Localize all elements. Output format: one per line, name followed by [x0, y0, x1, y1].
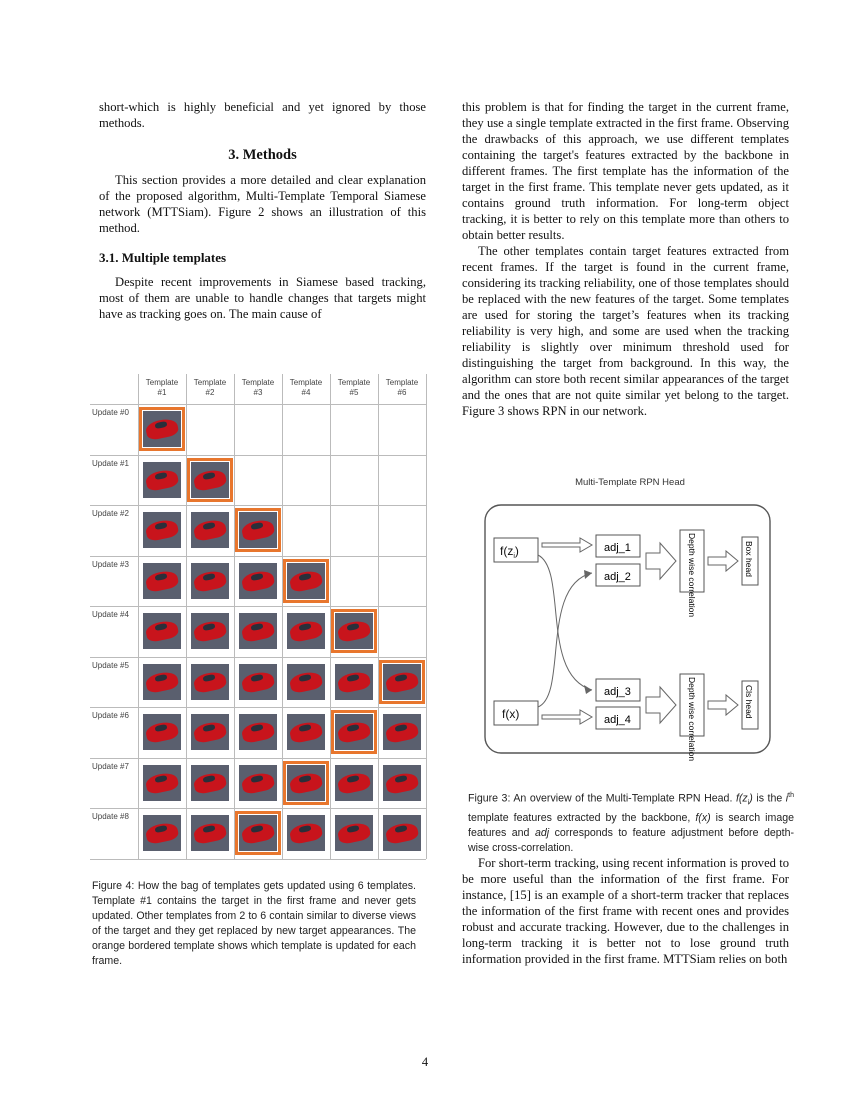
grid-line	[90, 505, 426, 506]
input-fx-label: f(x)	[502, 707, 520, 721]
grid-line	[90, 657, 426, 658]
updated-template-highlight	[187, 458, 233, 502]
template-thumbnail	[383, 765, 421, 801]
template-thumbnail	[143, 512, 181, 548]
template-thumbnail	[191, 613, 229, 649]
grid-line	[90, 606, 426, 607]
template-column-header: Template #6	[385, 378, 419, 397]
template-thumbnail	[143, 815, 181, 851]
template-thumbnail	[335, 765, 373, 801]
figure-3-title: Multi-Template RPN Head	[575, 477, 685, 488]
update-row-label: Update #4	[92, 610, 129, 619]
updated-template-highlight	[283, 761, 329, 805]
figure-4-template-grid	[90, 370, 426, 860]
update-row-label: Update #0	[92, 408, 129, 417]
template-thumbnail	[287, 664, 325, 700]
template-column-header: Template #2	[193, 378, 227, 397]
grid-line	[186, 374, 187, 859]
updated-template-highlight	[235, 811, 281, 855]
paragraph: For short-term tracking, using recent information is proved to be more useful than the information of the first frame. For instance, [15] is an example of a short-term tracker that replaces the information of the first frame with recent ones and provides robust and accurate tracking. However, due to the challenges in long-term tracking it is better not to lose ground truth information provided in the first frame. MTTSiam relies on both	[462, 856, 789, 966]
arrow	[708, 695, 738, 715]
template-thumbnail	[143, 613, 181, 649]
box-head-label: Box head	[744, 541, 754, 577]
paragraph: Despite recent improvements in Siamese based tracking, most of them are unable to handle changes that targets might have as tracking goes on. The main cause of	[99, 275, 426, 321]
template-thumbnail	[335, 664, 373, 700]
adj-label: adj_3	[604, 686, 631, 698]
grid-line	[90, 707, 426, 708]
page-number: 4	[421, 1055, 429, 1069]
update-row-label: Update #2	[92, 509, 129, 518]
input-fz-label: $f(z_i)$	[500, 544, 519, 560]
correlation-label: Depth wise correlation	[687, 533, 697, 618]
template-thumbnail	[143, 563, 181, 599]
template-thumbnail	[239, 613, 277, 649]
template-thumbnail	[287, 815, 325, 851]
updated-template-highlight	[235, 508, 281, 552]
left-text-column	[99, 99, 426, 322]
template-thumbnail	[143, 714, 181, 750]
grid-line	[90, 859, 426, 860]
template-thumbnail	[191, 664, 229, 700]
adj-label: adj_4	[604, 714, 631, 726]
template-thumbnail	[191, 765, 229, 801]
adj-label: adj_2	[604, 571, 631, 583]
update-row-label: Update #6	[92, 711, 129, 720]
template-thumbnail	[335, 815, 373, 851]
arrow	[646, 687, 676, 723]
update-row-label: Update #5	[92, 660, 129, 670]
arrow	[542, 710, 592, 724]
template-thumbnail	[191, 815, 229, 851]
template-thumbnail	[239, 765, 277, 801]
template-thumbnail	[383, 714, 421, 750]
paragraph: this problem is that for finding the target in the current frame, they use a single template extracted in the first frame. Observing the drawbacks of this approach, we use different templates containing the target's features extracted by the backbone in different frames. The first template has the information of the target in the first frame. This template never gets updated, as it contains ground truth information. For long-term object tracking, it is better to rely on this template more than others to obtain better results.	[462, 100, 789, 242]
paragraph: short-which is highly beneficial and yet ignored by those methods.	[99, 100, 426, 130]
template-thumbnail	[287, 613, 325, 649]
template-column-header: Template #4	[289, 378, 323, 397]
template-thumbnail	[191, 512, 229, 548]
template-column-header: Template #5	[337, 378, 371, 397]
figure-3-rpn-diagram	[480, 475, 780, 765]
paragraph: The other templates contain target features extracted from recent frames. If the target is found in the current frame, considering its tracking reliability, one of those templates should be replaced with the new features of the target. Some templates are used for storing the target’s features when its tracking reliability is very high, and some are used when the tracking reliability is slightly over minimum threshold used for distinguishing the target from background. In this way, the algorithm can store both recent similar appearances of the target and the ones that are not quite similar yet belong to the target. Figure 3 shows RPN in our network.	[462, 244, 789, 418]
template-thumbnail	[239, 664, 277, 700]
template-thumbnail	[143, 664, 181, 700]
updated-template-highlight	[379, 660, 425, 704]
updated-template-highlight	[331, 609, 377, 653]
arrow	[708, 551, 738, 571]
section-heading: 3. Methods	[228, 147, 297, 163]
grid-line	[90, 455, 426, 456]
adj-label: adj_1	[604, 542, 631, 554]
figure-3-caption: Figure 3: An overview of the Multi-Template RPN Head. $f(z_i)$ is the $i^{th}$ template features extracted by the backbone, f(x) is search image features and adj corresponds to feature adjustment before depth-wise cross-correlation.	[468, 792, 795, 854]
arrow	[542, 538, 592, 552]
template-thumbnail	[143, 462, 181, 498]
grid-line	[90, 404, 426, 405]
arrow	[646, 543, 676, 579]
correlation-label: Depth wise correlation	[687, 677, 697, 762]
template-column-header: Template #3	[241, 378, 275, 397]
rpn-diagram-svg	[480, 475, 780, 765]
cls-head-label: Cls head	[744, 685, 754, 719]
right-text-column	[462, 99, 789, 419]
grid-line	[90, 808, 426, 809]
grid-line	[234, 374, 235, 859]
updated-template-highlight	[283, 559, 329, 603]
template-thumbnail	[239, 563, 277, 599]
grid-line	[426, 374, 427, 859]
update-row-label: Update #3	[92, 559, 129, 569]
grid-line	[378, 374, 379, 859]
template-thumbnail	[191, 563, 229, 599]
template-thumbnail	[191, 714, 229, 750]
subsection-heading: 3.1. Multiple templates	[99, 250, 227, 265]
update-row-label: Update #7	[92, 761, 129, 771]
paragraph: This section provides a more detailed and clear explanation of the proposed algorithm, Multi-Template Temporal Siamese network (MTTSiam). Figure 2 shows an illustration of this method.	[99, 173, 426, 235]
updated-template-highlight	[331, 710, 377, 754]
grid-line	[90, 556, 426, 557]
template-thumbnail	[239, 714, 277, 750]
template-thumbnail	[383, 815, 421, 851]
update-row-label: Update #1	[92, 458, 129, 468]
grid-line	[90, 758, 426, 759]
template-column-header: Template #1	[145, 378, 179, 397]
right-text-column-bottom	[462, 855, 789, 967]
figure-4-caption: Figure 4: How the bag of templates gets updated using 6 templates. Template #1 contains the target in the first frame and never gets updated. Other templates from 2 to 6 contain similar to diverse views of the target and they get replaced by new target appearances. The orange bordered template shows which template is updated for each frame.	[92, 880, 416, 967]
template-thumbnail	[287, 714, 325, 750]
update-row-label: Update #8	[92, 812, 129, 821]
updated-template-highlight	[139, 407, 185, 451]
template-thumbnail	[143, 765, 181, 801]
connector	[538, 555, 592, 690]
